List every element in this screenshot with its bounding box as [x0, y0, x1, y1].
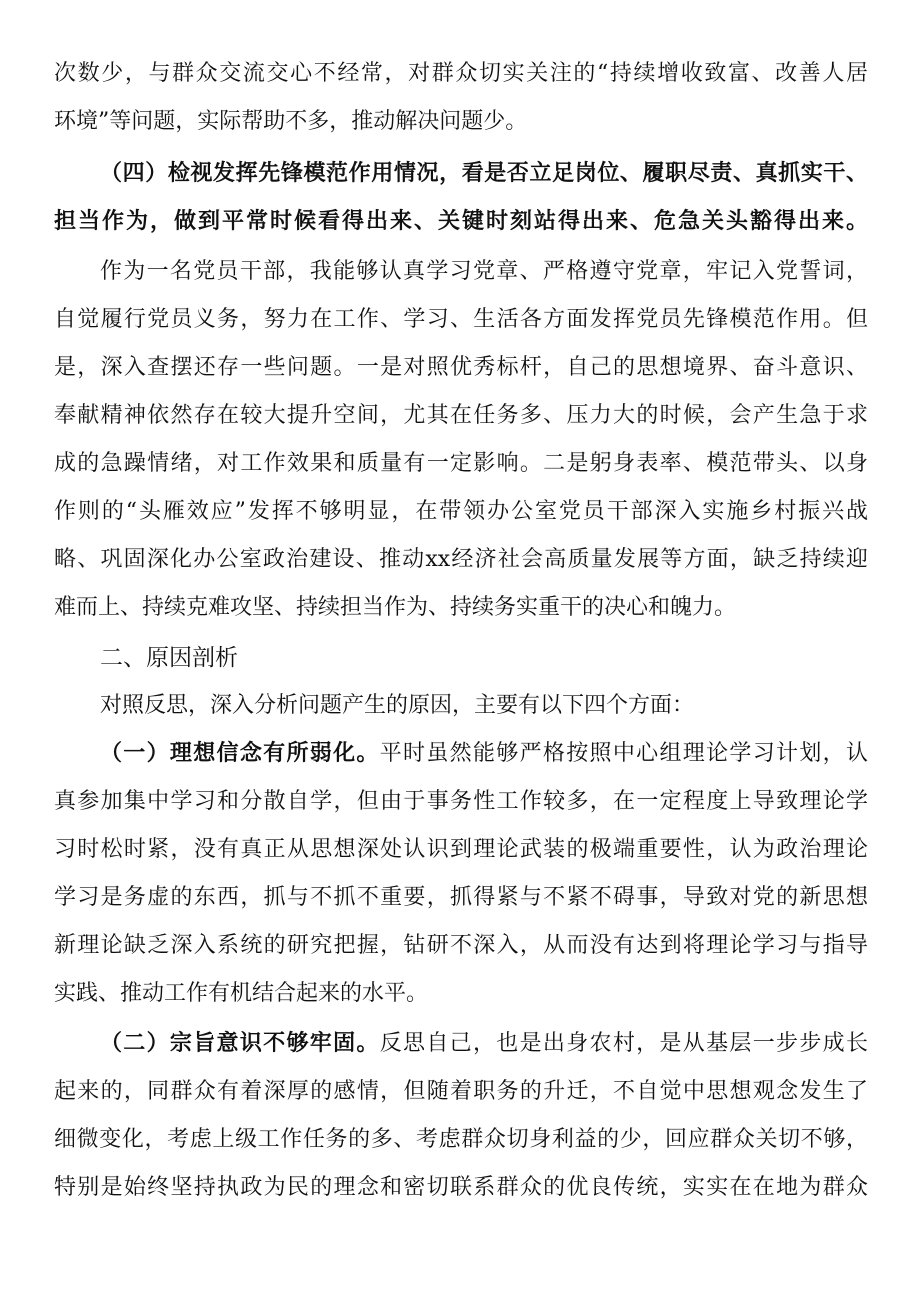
subsection-title: （二）宗旨意识不够牢固。 — [100, 1031, 380, 1056]
paragraph-text: 平时虽然能够严格按照中心组理论学习计划，认 — [379, 741, 868, 766]
paragraph-line: 环境”等问题，实际帮助不多，推动解决问题少。 — [54, 109, 528, 134]
paragraph-line: 学习是务虚的东西，抓与不抓不重要，抓得紧与不紧不碍事，导致对党的新思想 — [54, 885, 868, 910]
paragraph-line: 新理论缺乏深入系统的研究把握，钻研不深入，从而没有达到将理论学习与指导 — [54, 933, 868, 958]
section-heading: （四）检视发挥先锋模范作用情况，看是否立足岗位、履职尽责、真抓实干、 — [100, 161, 868, 186]
paragraph-line: 奉献精神依然存在较大提升空间，尤其在任务多、压力大的时候，会产生急于求 — [54, 403, 868, 428]
paragraph-line: 习时松时紧，没有真正从思想深处认识到理论武装的极端重要性，认为政治理论 — [54, 837, 868, 862]
paragraph-line: 起来的，同群众有着深厚的感情，但随着职务的升迁，不自觉中思想观念发生了 — [54, 1079, 868, 1104]
paragraph-line: 作为一名党员干部，我能够认真学习党章、严格遵守党章，牢记入党誓词， — [100, 259, 868, 284]
subsection-first-line — [100, 730, 868, 778]
paragraph-line: 略、巩固深化办公室政治建设、推动xx经济社会高质量发展等方面，缺乏持续迎 — [54, 547, 868, 572]
paragraph-line: 实践、推动工作有机结合起来的水平。 — [54, 981, 429, 1006]
paragraph-line: 细微变化，考虑上级工作任务的多、考虑群众切身利益的少，回应群众关切不够， — [54, 1127, 868, 1152]
paragraph-line: 作则的“头雁效应”发挥不够明显，在带领办公室党员干部深入实施乡村振兴战 — [54, 499, 868, 524]
paragraph-line: 成的急躁情绪，对工作效果和质量有一定影响。二是躬身表率、模范带头、以身 — [54, 451, 868, 476]
section-heading: 担当作为，做到平常时候看得出来、关键时刻站得出来、危急关头豁得出来。 — [54, 209, 868, 234]
subsection-title: （一）理想信念有所弱化。 — [100, 741, 380, 766]
paragraph-line: 难而上、持续克难攻坚、持续担当作为、持续务实重干的决心和魄力。 — [54, 595, 737, 620]
paragraph-line: 对照反思，深入分析问题产生的原因，主要有以下四个方面： — [100, 693, 695, 718]
paragraph-line: 自觉履行党员义务，努力在工作、学习、生活各方面发挥党员先锋模范作用。但 — [54, 307, 868, 332]
paragraph-line: 次数少，与群众交流交心不经常，对群众切实关注的“持续增收致富、改善人居 — [54, 61, 868, 86]
paragraph-line: 是，深入查摆还存一些问题。一是对照优秀标杆，自己的思想境界、奋斗意识、 — [54, 355, 868, 380]
chapter-heading: 二、原因剖析 — [100, 645, 238, 671]
paragraph-text: 反思自己，也是出身农村，是从基层一步步成长 — [379, 1031, 868, 1056]
paragraph-line: 特别是始终坚持执政为民的理念和密切联系群众的优良传统，实实在在地为群众 — [54, 1175, 868, 1200]
paragraph-line: 真参加集中学习和分散自学，但由于事务性工作较多，在一定程度上导致理论学 — [54, 789, 868, 814]
subsection-first-line — [100, 1020, 868, 1068]
